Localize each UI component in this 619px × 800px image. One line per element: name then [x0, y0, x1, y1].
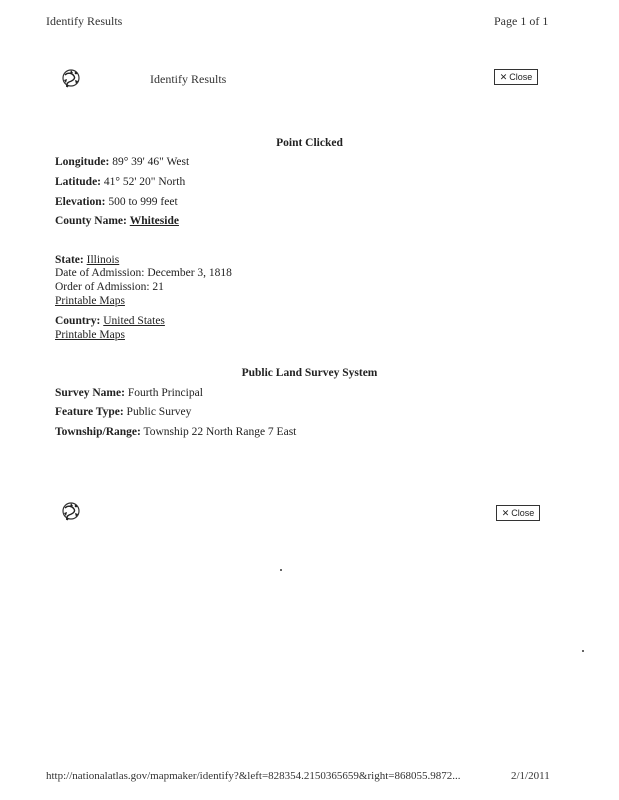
page-number: Page 1 of 1: [494, 14, 549, 28]
latitude-value: 41° 52' 20" North: [103, 176, 186, 188]
atlas-logo-icon: [60, 66, 82, 90]
longitude-label: Longitude:: [55, 156, 110, 168]
admission-date: Date of Admission: December 3, 1818: [55, 267, 232, 279]
printable-maps-link-country[interactable]: Printable Maps: [55, 329, 125, 341]
elevation-row: [55, 196, 178, 208]
latitude-label: Latitude:: [55, 176, 101, 188]
close-button-bottom[interactable]: [496, 505, 540, 521]
scan-speck: [582, 650, 584, 652]
country-link[interactable]: United States: [103, 315, 165, 327]
footer-url: http://nationalatlas.gov/mapmaker/identify?&left=828354.2150365659&right=868055.9872...: [46, 770, 461, 782]
state-row: [55, 254, 119, 266]
printable-maps-link-state[interactable]: Printable Maps: [55, 295, 125, 307]
scan-speck: [280, 569, 282, 571]
admission-order: Order of Admission: 21: [55, 281, 164, 293]
atlas-logo-icon-bottom: [60, 499, 82, 523]
toolbar-title: Identify Results: [150, 72, 227, 86]
township-range-value: Township 22 North Range 7 East: [143, 426, 297, 438]
elevation-value: 500 to 999 feet: [108, 196, 178, 208]
feature-type-value: Public Survey: [126, 406, 192, 418]
county-link[interactable]: Whiteside: [129, 215, 179, 227]
feature-type-row: [55, 406, 191, 418]
longitude-value: 89° 39' 46" West: [112, 156, 190, 168]
state-label: State:: [55, 254, 84, 266]
latitude-row: [55, 176, 185, 188]
county-row: [55, 215, 179, 227]
township-range-label: Township/Range:: [55, 426, 141, 438]
survey-name-label: Survey Name:: [55, 387, 125, 399]
close-button-label: Close: [509, 72, 533, 82]
survey-name-row: [55, 387, 203, 399]
close-button-bottom-label: Close: [511, 508, 535, 518]
elevation-label: Elevation:: [55, 196, 106, 208]
country-row: [55, 315, 165, 327]
feature-type-label: Feature Type:: [55, 406, 124, 418]
x-icon-bottom: ✕: [501, 507, 510, 518]
township-range-row: [55, 426, 296, 438]
longitude-row: [55, 156, 189, 168]
section-title-plss: Public Land Survey System: [241, 367, 378, 379]
x-icon: ✕: [499, 71, 508, 82]
county-label: County Name:: [55, 215, 127, 227]
survey-name-value: Fourth Principal: [127, 387, 203, 399]
section-title-point-clicked: Point Clicked: [276, 137, 343, 149]
page-header-title: Identify Results: [46, 14, 123, 28]
country-label: Country:: [55, 315, 101, 327]
footer-date: 2/1/2011: [511, 770, 550, 782]
state-link[interactable]: Illinois: [86, 254, 120, 266]
close-button[interactable]: [494, 69, 538, 85]
